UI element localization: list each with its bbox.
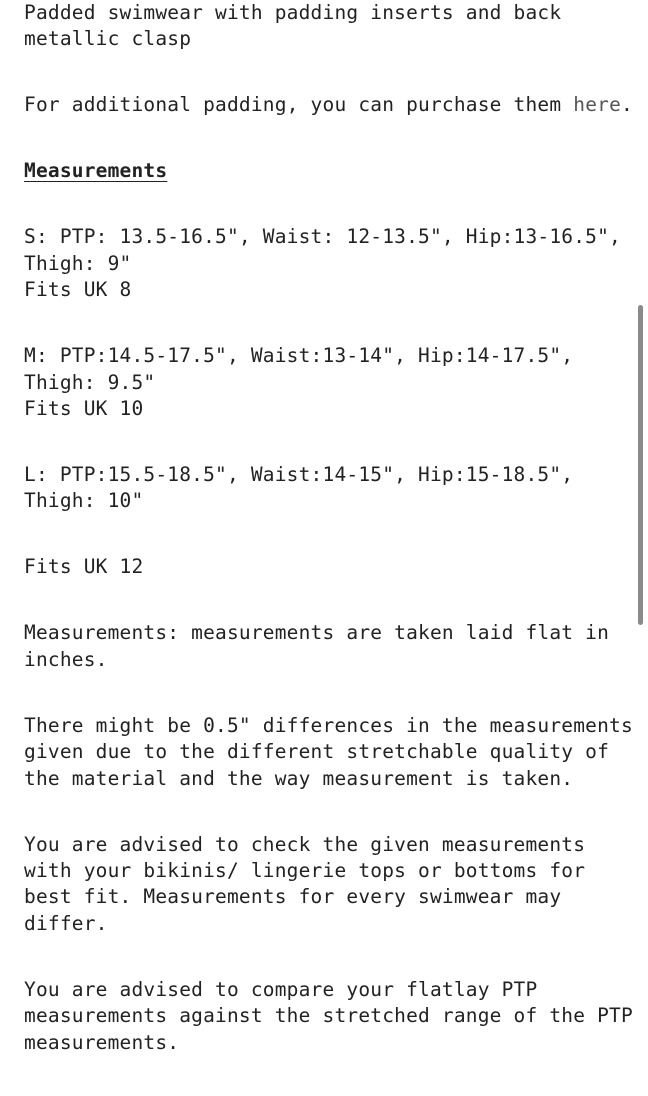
size-l-fit-paragraph: [24, 554, 630, 580]
size-l-fit: Fits UK 12: [24, 555, 144, 579]
size-m-line: Thigh: 9.5": [24, 370, 156, 394]
size-s-paragraph: [24, 224, 630, 303]
intro-line: Padded swimwear with padding inserts and back: [24, 1, 562, 24]
intro-paragraph: [24, 0, 630, 53]
padding-text: For additional padding, you can purchase them: [24, 93, 574, 117]
laid-flat-line: Measurements: measurements are taken laid flat in: [24, 621, 610, 645]
padding-here-link[interactable]: here: [573, 93, 622, 117]
measurements-heading: Measurements: [24, 159, 168, 183]
vertical-scrollbar-thumb[interactable]: [638, 305, 643, 625]
size-s-line: S: PTP: 13.5-16.5", Waist: 12-13.5", Hip:13-16.5",: [24, 225, 621, 249]
advice-compare-line: measurements.: [24, 1030, 180, 1054]
measurements-heading-paragraph: [24, 158, 630, 184]
difference-paragraph: [24, 713, 633, 792]
size-s-line: Thigh: 9": [24, 251, 132, 275]
size-s-fit: Fits UK 8: [24, 278, 132, 302]
advice-check-paragraph: [24, 832, 630, 938]
difference-line: the material and the way measurement is taken.: [24, 766, 574, 790]
advice-check-line: differ.: [24, 911, 108, 935]
advice-compare-line: measurements against the stretched range of the PTP: [24, 1004, 633, 1028]
size-m-fit: Fits UK 10: [24, 397, 144, 421]
intro-line: metallic clasp: [24, 27, 192, 51]
size-l-line: L: PTP:15.5-18.5", Waist:14-15", Hip:15-18.5",: [24, 463, 574, 487]
advice-check-line: best fit. Measurements for every swimwear may: [24, 885, 562, 909]
size-m-paragraph: [24, 343, 630, 422]
size-l-line: Thigh: 10": [24, 489, 144, 513]
difference-line: There might be 0.5" differences in the measurements: [24, 713, 633, 737]
advice-compare-paragraph: [24, 977, 633, 1056]
size-m-line: M: PTP:14.5-17.5", Waist:13-14", Hip:14-17.5",: [24, 344, 574, 368]
product-description: [24, 0, 633, 1096]
laid-flat-line: inches.: [24, 647, 108, 671]
advice-check-line: with your bikinis/ lingerie tops or bottoms for: [24, 859, 586, 883]
size-l-paragraph: [24, 462, 630, 515]
difference-line: given due to the different stretchable quality of: [24, 740, 610, 764]
laid-flat-paragraph: [24, 620, 630, 673]
advice-compare-line: You are advised to compare your flatlay PTP: [24, 977, 538, 1001]
padding-trailing: .: [621, 93, 633, 117]
advice-check-line: You are advised to check the given measurements: [24, 832, 586, 856]
padding-paragraph: [24, 92, 633, 118]
padding-line: [24, 92, 633, 118]
